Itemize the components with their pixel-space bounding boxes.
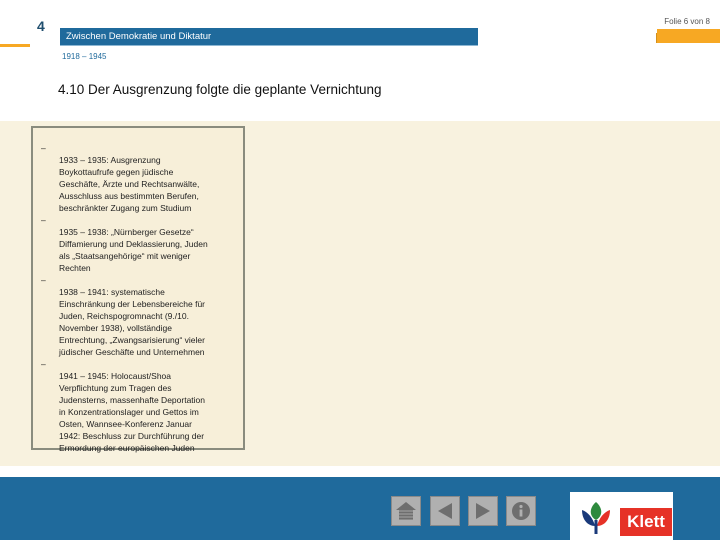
- list-item-text: 1941 – 1945: Holocaust/Shoa Verpflichtung zum Tragen des Judensterns, massenhafte Deportation in Konzentrationslager und Gettos im Osten, Wannsee-Konferenz Januar 1942: Beschluss zur Durchführung der Ermordung der europäischen Juden: [59, 371, 206, 453]
- klett-logo-text: Klett: [620, 508, 672, 536]
- list-item: [40, 358, 240, 454]
- back-icon: [434, 500, 456, 522]
- bullet-dash: –: [41, 215, 46, 225]
- list-item: [40, 274, 240, 358]
- list-item-text: 1935 – 1938: „Nürnberger Gesetze“ Diffamierung und Deklassierung, Juden als „Staatsangehörige“ mit weniger Rechten: [59, 227, 208, 273]
- orange-accent-line: [0, 44, 30, 47]
- bullet-dash: –: [41, 359, 46, 369]
- slide-counter: Folie 6 von 8: [664, 17, 710, 26]
- forward-button[interactable]: [468, 496, 498, 526]
- list-item-text: 1938 – 1941: systematische Einschränkung der Lebensbereiche für Juden, Reichspogromnacht (9./10. November 1938), vollständige Entrechtung, „Zwangsarisierung“ vieler jüdischer Geschäfte und Unternehmen: [59, 287, 206, 357]
- home-button[interactable]: [391, 496, 421, 526]
- timeline-list: [40, 142, 240, 454]
- bullet-dash: –: [41, 275, 46, 285]
- chapter-number: 4: [37, 18, 45, 34]
- section-title-bar: [60, 28, 478, 45]
- back-button[interactable]: [430, 496, 460, 526]
- list-item-text: 1933 – 1935: Ausgrenzung Boykottaufrufe gegen jüdische Geschäfte, Ärzte und Rechtsanwälte, Ausschluss aus bestimmten Berufen, beschränkter Zugang zum Studium: [59, 155, 200, 213]
- klett-leaf-icon: [576, 498, 616, 538]
- period-label: 1918 – 1945: [62, 52, 107, 61]
- bullet-dash: –: [41, 143, 46, 153]
- slide-heading: 4.10 Der Ausgrenzung folgte die geplante Vernichtung: [58, 82, 382, 97]
- home-icon: [394, 499, 418, 523]
- info-icon: [509, 499, 533, 523]
- info-button[interactable]: [506, 496, 536, 526]
- forward-icon: [472, 500, 494, 522]
- list-item: [40, 214, 240, 274]
- orange-accent-band: [657, 29, 720, 43]
- klett-logo: [570, 492, 673, 540]
- title-underline: [60, 45, 478, 46]
- list-item: [40, 142, 240, 214]
- section-title: Zwischen Demokratie und Diktatur: [66, 31, 212, 42]
